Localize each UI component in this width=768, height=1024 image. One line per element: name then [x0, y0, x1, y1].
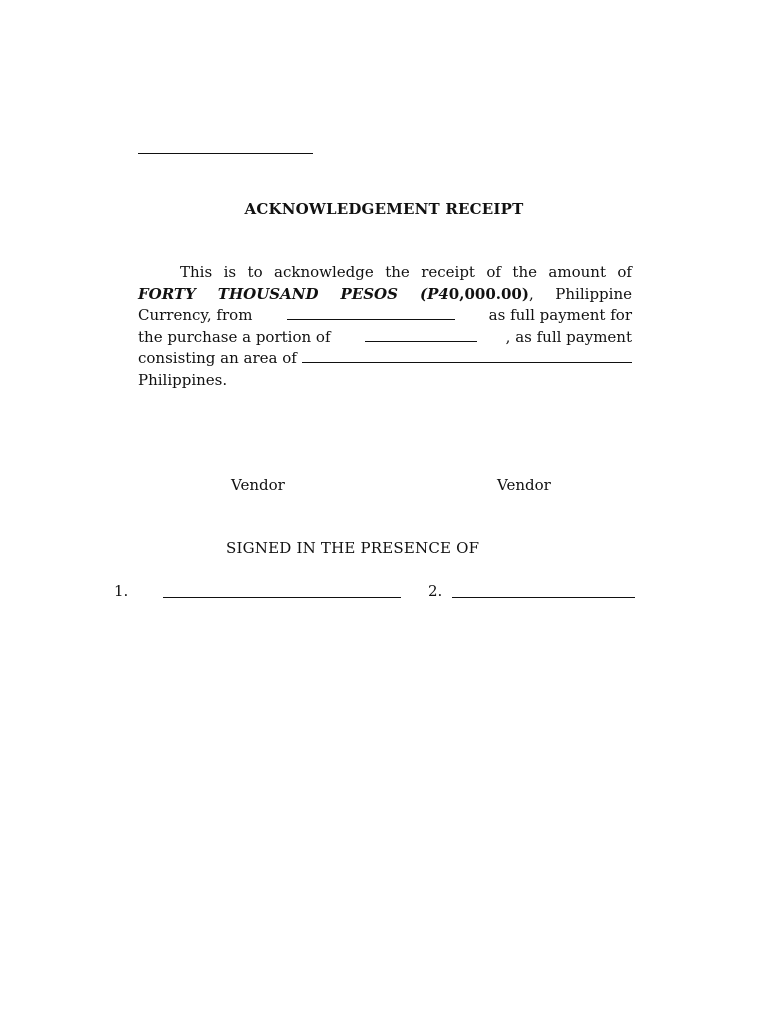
witness-2-number: 2. [428, 582, 443, 600]
witness-2-signature-line [452, 581, 635, 598]
amount-digits: 0,000.00) [448, 284, 529, 303]
body-line-5 [138, 348, 632, 370]
body-line-2 [138, 284, 632, 306]
body-line-6 [138, 370, 632, 392]
document-title: ACKNOWLEDGEMENT RECEIPT [244, 200, 524, 218]
amount-in-words: FORTY THOUSAND PESOS (P4 [138, 284, 449, 303]
witness-heading: SIGNED IN THE PRESENCE OF [226, 539, 480, 557]
area-blank [302, 348, 632, 363]
payer-name-blank [287, 305, 455, 320]
body-line-4 [138, 327, 632, 349]
receipt-body [138, 262, 632, 392]
currency-from-label: Currency, from [138, 306, 253, 325]
currency-text: , Philippine [528, 284, 632, 303]
philippines-text: Philippines. [138, 370, 228, 389]
body-line-1-text: This is to acknowledge the receipt of the amount of [180, 263, 632, 281]
full-payment-for-label: as full payment for [488, 306, 632, 325]
full-payment-label: , as full payment [505, 327, 632, 346]
witness-1-signature-line [163, 581, 401, 598]
body-line-3 [138, 305, 632, 327]
area-label: consisting an area of [138, 349, 297, 368]
vendor-signature-left: Vendor [231, 476, 285, 494]
date-blank-line [138, 137, 313, 154]
purchase-portion-label: the purchase a portion of [138, 327, 331, 346]
body-line-1 [138, 262, 632, 284]
vendor-signature-right: Vendor [497, 476, 551, 494]
witness-1-number: 1. [114, 582, 129, 600]
portion-blank [365, 327, 477, 342]
